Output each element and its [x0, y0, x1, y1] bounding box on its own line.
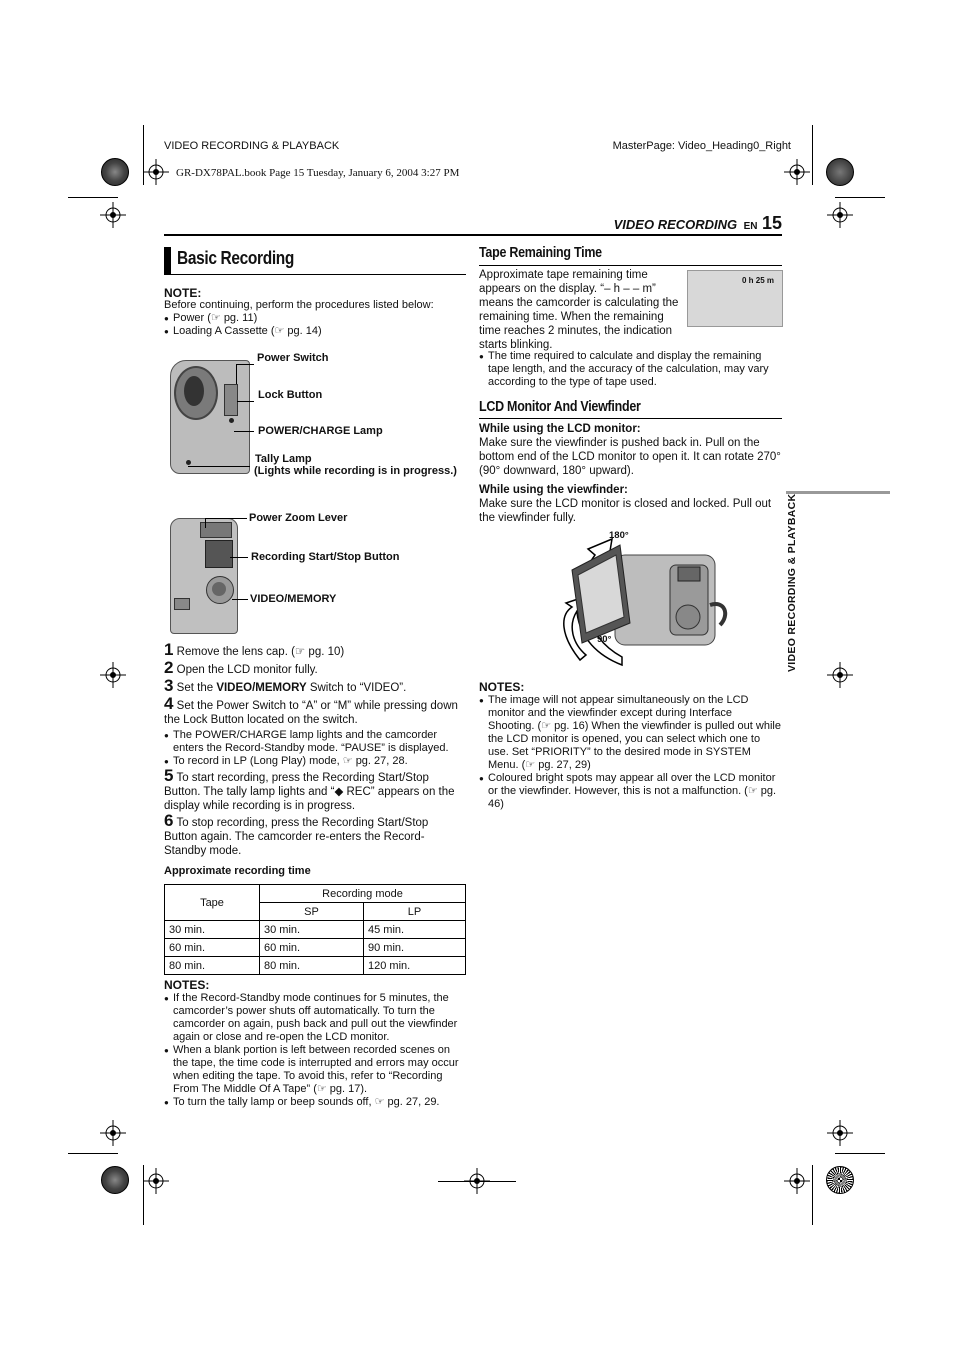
list-item: ● To turn the tally lamp or beep sounds off, ☞ pg. 27, 29. — [164, 1096, 464, 1109]
basic-recording-title: Basic Recording — [177, 248, 295, 268]
callout-rec-button: Recording Start/Stop Button — [251, 551, 400, 563]
recording-time-table — [164, 884, 466, 975]
callout-power-lamp: POWER/CHARGE Lamp — [258, 425, 383, 437]
table-row: 30 min. 30 min. 45 min. — [165, 921, 466, 939]
note-list — [164, 312, 464, 338]
callout-lock-button: Lock Button — [258, 389, 323, 401]
book-info: GR-DX78PAL.book Page 15 Tuesday, January 6, 2004 3:27 PM — [176, 167, 460, 179]
callout-tally-note: (Lights while recording is in progress.) — [254, 465, 457, 477]
page-number: 15 — [761, 213, 782, 233]
lcd-heading: While using the LCD monitor: — [479, 423, 641, 435]
lcd-text: Make sure the viewfinder is pushed back in. Pull on the bottom end of the LCD monitor to open it. It can rotate 270° (90° downward, 180° upward). — [479, 437, 781, 477]
callout-tally-lamp: Tally Lamp — [255, 453, 312, 465]
section-title: VIDEO RECORDING — [613, 217, 738, 232]
list-item: ● The time required to calculate and display the remaining tape length, and the accuracy of the calculation, may vary according to the type of tape used. — [479, 350, 779, 389]
list-item: ● The image will not appear simultaneously on the LCD monitor and the viewfinder except during Interface Shooting. (☞ pg. 16) When the viewfinder is pulled out while the LCD monitor is opened, you can select which one to use. Set “PRIORITY” to the desired mode in SYSTEM Menu. (☞ pg. 27, 29) — [479, 694, 781, 772]
tape-remaining-title: Tape Remaining Time — [479, 245, 602, 261]
section-underline — [479, 265, 782, 266]
remaining-display-box — [687, 270, 783, 327]
step-6: 6 To stop recording, press the Recording Start/Stop Button again. The camcorder re-enters the Record-Standby mode. — [164, 811, 429, 857]
angle-down-label: 90° — [597, 634, 612, 645]
lcd-notes-heading: NOTES: — [479, 680, 525, 694]
side-tab-label: VIDEO RECORDING & PLAYBACK — [786, 493, 798, 672]
viewfinder-heading: While using the viewfinder: — [479, 484, 628, 496]
angle-up-label: 180° — [609, 530, 629, 541]
step-4-bullets — [164, 729, 464, 768]
table-header: LP — [364, 903, 466, 921]
lcd-notes-list — [479, 694, 781, 811]
viewfinder-text: Make sure the LCD monitor is closed and locked. Pull out the viewfinder fully. — [479, 498, 772, 524]
table-header: Recording mode — [260, 885, 466, 903]
callout-zoom-lever: Power Zoom Lever — [249, 512, 348, 524]
tape-remaining-text: Approximate tape remaining time appears on the display. “– h – – m” means the camcorder is calculating the remaining time. When the remaining time reaches 2 minutes, the indication starts blinking. — [479, 269, 679, 351]
table-row: 60 min. 60 min. 90 min. — [165, 939, 466, 957]
notes-heading: NOTES: — [164, 978, 210, 992]
print-header-left: VIDEO RECORDING & PLAYBACK — [164, 140, 340, 152]
header-rule — [164, 234, 782, 236]
table-caption: Approximate recording time — [164, 865, 311, 877]
list-item: ● Loading A Cassette (☞ pg. 14) — [164, 325, 464, 338]
callout-video-memory: VIDEO/MEMORY — [250, 593, 337, 605]
step-2: 2 Open the LCD monitor fully. — [164, 658, 318, 677]
callout-power-switch: Power Switch — [257, 352, 329, 364]
print-header-right: MasterPage: Video_Heading0_Right — [612, 140, 791, 152]
lcd-viewfinder-title: LCD Monitor And Viewfinder — [479, 399, 641, 415]
table-header: Tape — [165, 885, 260, 921]
notes-list — [164, 992, 464, 1109]
list-item: ● The POWER/CHARGE lamp lights and the camcorder enters the Record-Standby mode. “PAUSE” is displayed. — [164, 729, 464, 755]
list-item: ● When a blank portion is left between recorded scenes on the tape, the time code is interrupted and errors may occur when editing the tape. To avoid this, refer to “Recording From The Middle Of A Tape” (☞ pg. 17). — [164, 1044, 464, 1096]
page-header — [560, 213, 782, 234]
title-underline — [164, 274, 466, 275]
note-heading: NOTE: — [164, 286, 202, 300]
lcd-rotation-illustration — [560, 525, 730, 670]
title-marker — [164, 247, 171, 274]
step-5: 5 To start recording, press the Recording Start/Stop Button. The tally lamp lights and “◆ REC” appears on the display while recording is in progress. — [164, 766, 455, 812]
lang-code: EN — [743, 221, 758, 232]
list-item: ● To record in LP (Long Play) mode, ☞ pg. 27, 28. — [164, 755, 464, 768]
step-3: 3 Set the VIDEO/MEMORY Switch to “VIDEO”. — [164, 676, 407, 695]
list-item: ● Coloured bright spots may appear all over the LCD monitor or the viewfinder. However, this is not a malfunction. (☞ pg. 46) — [479, 772, 781, 811]
section-underline — [479, 418, 782, 419]
list-item: ● Power (☞ pg. 11) — [164, 312, 464, 325]
table-header: SP — [260, 903, 364, 921]
step-1: 1 Remove the lens cap. (☞ pg. 10) — [164, 640, 345, 659]
side-tab-bar — [786, 491, 890, 494]
remaining-display-value: 0 h 25 m — [741, 276, 774, 285]
list-item: ● If the Record-Standby mode continues for 5 minutes, the camcorder’s power shuts off automatically. To turn the camcorder on again, push back and pull out the viewfinder again or close and re-open the LCD monitor. — [164, 992, 464, 1044]
tape-remaining-bullet — [479, 350, 779, 389]
note-intro: Before continuing, perform the procedures listed below: — [164, 299, 434, 311]
step-4: 4 Set the Power Switch to “A” or “M” while pressing down the Lock Button located on the switch. — [164, 694, 458, 726]
table-row: 80 min. 80 min. 120 min. — [165, 957, 466, 975]
